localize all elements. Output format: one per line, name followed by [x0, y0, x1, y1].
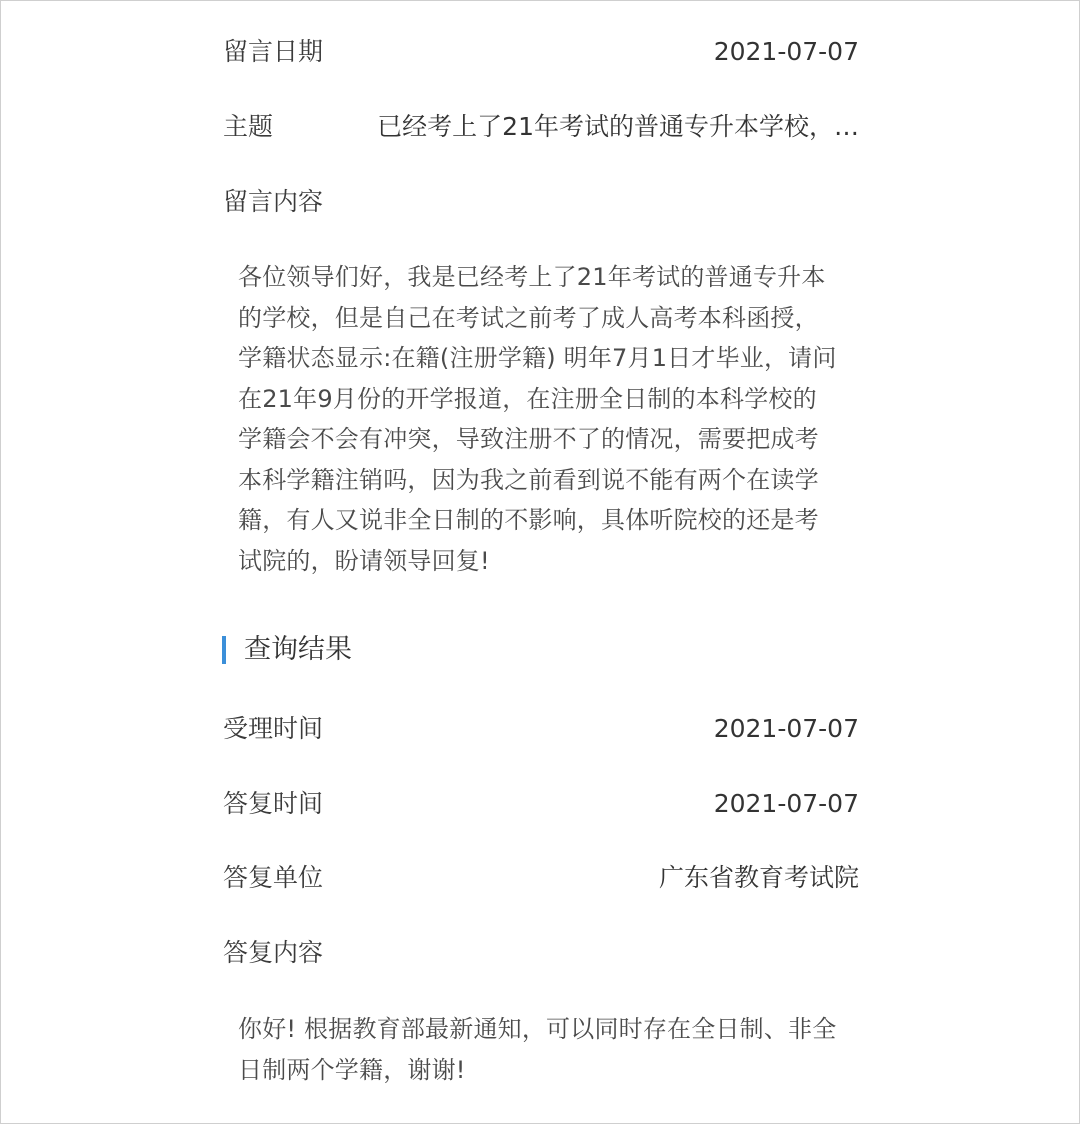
- message-date-row: [223, 32, 859, 72]
- section-title-text: 查询结果: [244, 634, 352, 665]
- reply-time-value: 2021-07-07: [713, 789, 859, 818]
- message-date-value: 2021-07-07: [713, 37, 859, 66]
- reply-unit-row: [223, 858, 859, 898]
- accept-time-row: [223, 709, 859, 749]
- subject-label: 主题: [223, 112, 274, 141]
- reply-unit-label: 答复单位: [223, 863, 324, 892]
- accept-time-value: 2021-07-07: [713, 714, 859, 743]
- query-result-section-title: [222, 631, 352, 669]
- message-content-label: 留言内容: [223, 187, 324, 216]
- section-accent-bar: [222, 636, 226, 664]
- accept-time-label: 受理时间: [223, 714, 324, 743]
- subject-value: 已经考上了21年考试的普通专升本学校，…: [377, 112, 859, 141]
- message-date-label: 留言日期: [223, 37, 324, 66]
- message-content-text: 各位领导们好，我是已经考上了21年考试的普通专升本的学校，但是自己在考试之前考了成人高考本科函授，学籍状态显示:在籍(注册学籍) 明年7月1日才毕业，请问在21年9月份的开学报道，在注册全日制的本科学校的学籍会不会有冲突，导致注册不了的情况，需要把成考本科学籍注销吗，因为我之前看到说不能有两个在读学籍，有人又说非全日制的不影响，具体听院校的还是考试院的，盼请领导回复!: [238, 263, 837, 575]
- reply-time-label: 答复时间: [223, 789, 324, 818]
- reply-unit-value: 广东省教育考试院: [658, 863, 859, 892]
- subject-row: [223, 107, 859, 147]
- reply-time-row: [223, 784, 859, 824]
- reply-content-text: 你好! 根据教育部最新通知，可以同时存在全日制、非全日制两个学籍，谢谢!: [238, 1015, 837, 1084]
- reply-content-label: 答复内容: [223, 938, 324, 967]
